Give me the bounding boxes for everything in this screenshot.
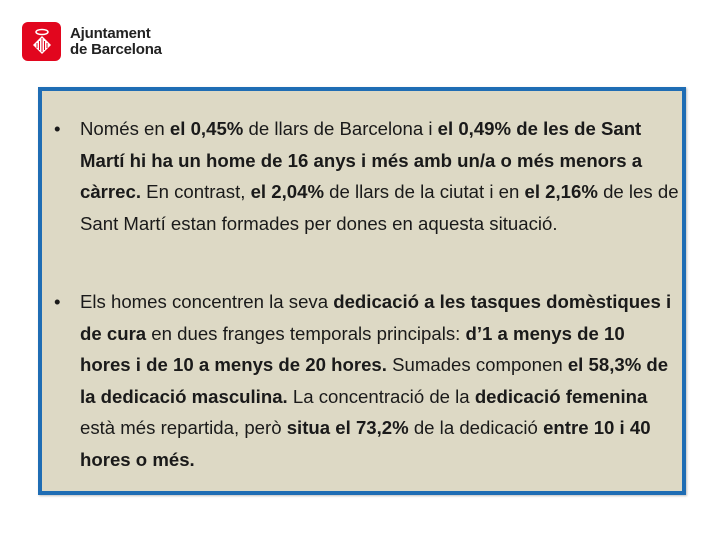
text: Sumades componen <box>386 354 568 375</box>
text: Els homes concentren la seva <box>80 291 334 312</box>
text-bold: d’1 a menys de 10 hores i de 10 a menys de 20 hores. <box>80 322 625 375</box>
ajuntament-logo <box>22 22 162 61</box>
text: La concentració de la <box>287 385 475 407</box>
text-bold: el 58,3% de la dedicació masculina. <box>80 354 669 407</box>
text: de llars de la ciutat i en <box>323 181 525 202</box>
logo-line1: Ajuntament <box>70 24 151 42</box>
bullet-item <box>54 286 680 475</box>
text-bold: dedicació femenina <box>474 385 648 407</box>
text: de la dedicació <box>408 417 544 438</box>
text-bold: dedicació a les tasques domèstiques i de cura <box>80 291 672 344</box>
barcelona-shield-icon <box>22 22 61 61</box>
bullet-item <box>54 113 680 239</box>
text-box <box>38 87 686 495</box>
text-bold: el 0,45% <box>169 118 244 139</box>
text-bold: de les de Sant Martí hi ha un home de 16 anys i més amb un/a o més menors a càrrec. <box>80 118 643 202</box>
text-bold: el 0,49% <box>437 118 512 139</box>
logo-line2: de Barcelona <box>70 40 162 58</box>
text: Només en <box>80 118 170 139</box>
text: està més repartida, però <box>80 417 287 438</box>
text-bold: el 2,04% <box>250 181 324 202</box>
text: de les de Sant Martí estan formades per dones en aquesta situació. <box>80 181 679 234</box>
text-bold: el 2,16% <box>524 181 598 202</box>
text-bold: situa el 73,2% <box>286 417 409 438</box>
text: de llars de Barcelona i <box>243 118 438 139</box>
text: en dues franges temporals principals: <box>146 322 466 344</box>
text: En contrast, <box>141 181 251 202</box>
text-bold: entre 10 i 40 hores o més. <box>80 417 651 470</box>
bullet-dot: • <box>54 118 61 139</box>
bullet-dot: • <box>54 291 61 312</box>
